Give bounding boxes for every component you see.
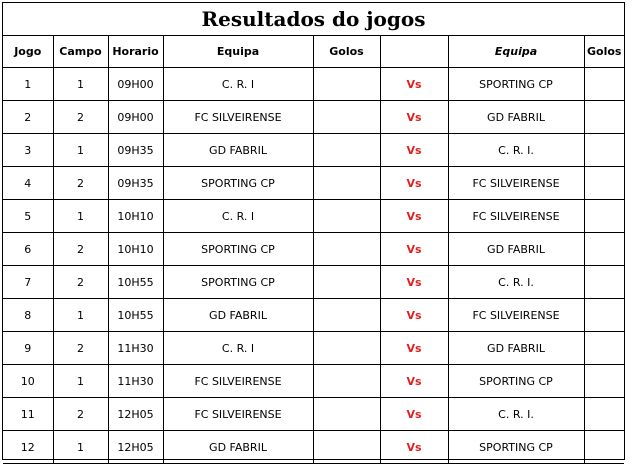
table-row — [3, 398, 624, 431]
cell-home-goals[interactable] — [313, 68, 380, 101]
cell-vs: Vs — [380, 332, 448, 365]
cell-horario: 09H00 — [108, 101, 163, 134]
cell-campo: 2 — [53, 266, 108, 299]
cell-home-goals[interactable] — [313, 365, 380, 398]
cell-horario: 12H05 — [108, 431, 163, 464]
table-row — [3, 365, 624, 398]
cell-home-team: C. R. I — [163, 200, 313, 233]
cell-vs: Vs — [380, 365, 448, 398]
cell-jogo: 2 — [3, 101, 53, 134]
cell-vs: Vs — [380, 200, 448, 233]
cell-campo: 1 — [53, 299, 108, 332]
cell-jogo: 5 — [3, 200, 53, 233]
cell-home-goals[interactable] — [313, 431, 380, 464]
results-table — [3, 36, 624, 464]
header-golos-away: Golos — [584, 36, 624, 68]
cell-away-goals[interactable] — [584, 266, 624, 299]
table-row — [3, 68, 624, 101]
cell-campo: 1 — [53, 68, 108, 101]
cell-away-goals[interactable] — [584, 332, 624, 365]
cell-home-team: FC SILVEIRENSE — [163, 101, 313, 134]
cell-away-team: SPORTING CP — [448, 68, 584, 101]
cell-home-team: C. R. I — [163, 332, 313, 365]
cell-away-team: FC SILVEIRENSE — [448, 200, 584, 233]
cell-home-team: C. R. I — [163, 68, 313, 101]
cell-home-goals[interactable] — [313, 332, 380, 365]
cell-home-goals[interactable] — [313, 167, 380, 200]
page-title: Resultados do jogos — [3, 3, 624, 36]
table-row — [3, 134, 624, 167]
cell-home-team: SPORTING CP — [163, 233, 313, 266]
cell-horario: 11H30 — [108, 332, 163, 365]
cell-vs: Vs — [380, 167, 448, 200]
cell-campo: 2 — [53, 233, 108, 266]
cell-away-goals[interactable] — [584, 101, 624, 134]
cell-away-team: C. R. I. — [448, 398, 584, 431]
cell-home-team: SPORTING CP — [163, 167, 313, 200]
cell-jogo: 11 — [3, 398, 53, 431]
cell-jogo: 9 — [3, 332, 53, 365]
table-row — [3, 332, 624, 365]
table-row — [3, 431, 624, 464]
cell-campo: 1 — [53, 200, 108, 233]
cell-away-goals[interactable] — [584, 365, 624, 398]
cell-jogo: 1 — [3, 68, 53, 101]
results-rows — [3, 68, 624, 464]
cell-away-goals[interactable] — [584, 431, 624, 464]
cell-away-team: C. R. I. — [448, 266, 584, 299]
cell-jogo: 6 — [3, 233, 53, 266]
cell-horario: 09H35 — [108, 134, 163, 167]
cell-campo: 1 — [53, 134, 108, 167]
cell-horario: 12H05 — [108, 398, 163, 431]
cell-horario: 10H55 — [108, 299, 163, 332]
cell-jogo: 12 — [3, 431, 53, 464]
cell-vs: Vs — [380, 266, 448, 299]
cell-campo: 1 — [53, 431, 108, 464]
cell-campo: 2 — [53, 167, 108, 200]
cell-away-team: GD FABRIL — [448, 233, 584, 266]
table-row — [3, 101, 624, 134]
cell-home-team: SPORTING CP — [163, 266, 313, 299]
cell-home-goals[interactable] — [313, 299, 380, 332]
cell-jogo: 7 — [3, 266, 53, 299]
cell-home-team: FC SILVEIRENSE — [163, 398, 313, 431]
results-sheet — [2, 2, 625, 460]
table-row — [3, 167, 624, 200]
cell-campo: 2 — [53, 398, 108, 431]
cell-away-goals[interactable] — [584, 299, 624, 332]
cell-horario: 09H35 — [108, 167, 163, 200]
cell-jogo: 3 — [3, 134, 53, 167]
cell-away-team: GD FABRIL — [448, 332, 584, 365]
cell-home-goals[interactable] — [313, 233, 380, 266]
header-campo: Campo — [53, 36, 108, 68]
cell-campo: 2 — [53, 101, 108, 134]
cell-away-goals[interactable] — [584, 134, 624, 167]
header-equipa-away: Equipa — [448, 36, 584, 68]
cell-horario: 10H10 — [108, 233, 163, 266]
cell-campo: 2 — [53, 332, 108, 365]
cell-horario: 11H30 — [108, 365, 163, 398]
cell-horario: 10H55 — [108, 266, 163, 299]
cell-home-goals[interactable] — [313, 200, 380, 233]
header-row — [3, 36, 624, 68]
cell-vs: Vs — [380, 299, 448, 332]
table-row — [3, 299, 624, 332]
cell-vs: Vs — [380, 68, 448, 101]
table-row — [3, 200, 624, 233]
cell-campo: 1 — [53, 365, 108, 398]
cell-away-goals[interactable] — [584, 200, 624, 233]
header-vs — [380, 36, 448, 68]
cell-home-team: GD FABRIL — [163, 299, 313, 332]
cell-away-team: SPORTING CP — [448, 365, 584, 398]
cell-home-goals[interactable] — [313, 134, 380, 167]
cell-home-team: GD FABRIL — [163, 134, 313, 167]
header-golos-home: Golos — [313, 36, 380, 68]
cell-home-goals[interactable] — [313, 266, 380, 299]
table-row — [3, 233, 624, 266]
cell-away-team: FC SILVEIRENSE — [448, 299, 584, 332]
cell-away-team: FC SILVEIRENSE — [448, 167, 584, 200]
cell-home-team: GD FABRIL — [163, 431, 313, 464]
cell-vs: Vs — [380, 431, 448, 464]
cell-away-goals[interactable] — [584, 398, 624, 431]
cell-home-goals[interactable] — [313, 101, 380, 134]
cell-vs: Vs — [380, 233, 448, 266]
cell-horario: 09H00 — [108, 68, 163, 101]
table-row — [3, 266, 624, 299]
cell-away-team: GD FABRIL — [448, 101, 584, 134]
cell-jogo: 8 — [3, 299, 53, 332]
cell-away-goals[interactable] — [584, 167, 624, 200]
header-jogo: Jogo — [3, 36, 53, 68]
cell-home-goals[interactable] — [313, 398, 380, 431]
cell-away-team: SPORTING CP — [448, 431, 584, 464]
cell-vs: Vs — [380, 398, 448, 431]
cell-away-goals[interactable] — [584, 233, 624, 266]
cell-vs: Vs — [380, 101, 448, 134]
cell-vs: Vs — [380, 134, 448, 167]
cell-home-team: FC SILVEIRENSE — [163, 365, 313, 398]
header-equipa-home: Equipa — [163, 36, 313, 68]
cell-away-team: C. R. I. — [448, 134, 584, 167]
cell-away-goals[interactable] — [584, 68, 624, 101]
cell-horario: 10H10 — [108, 200, 163, 233]
cell-jogo: 10 — [3, 365, 53, 398]
cell-jogo: 4 — [3, 167, 53, 200]
header-horario: Horario — [108, 36, 163, 68]
